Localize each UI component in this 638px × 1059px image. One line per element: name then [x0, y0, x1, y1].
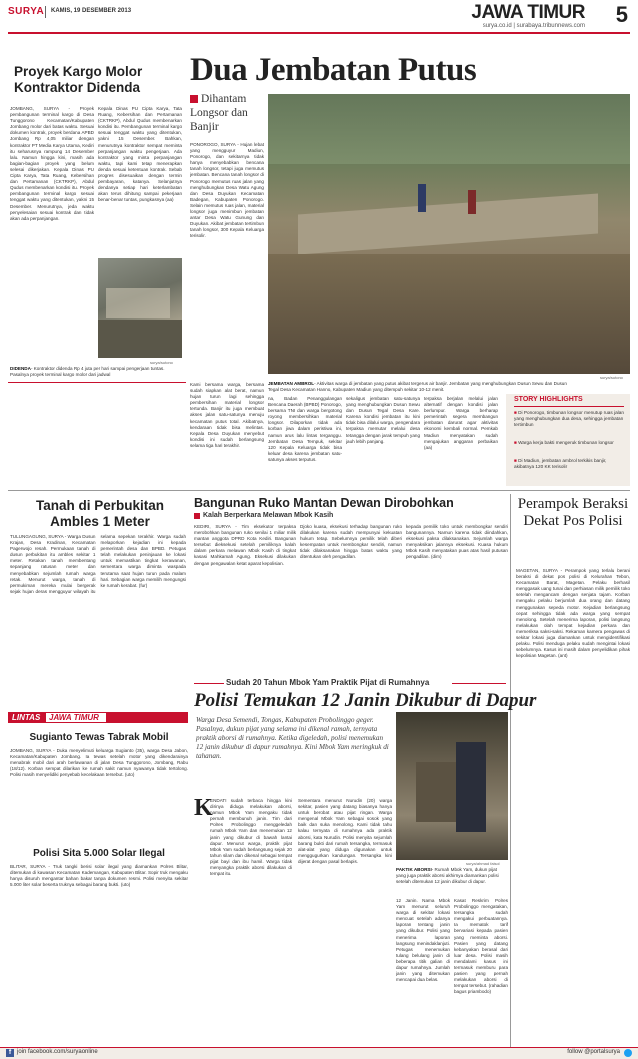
- highlight-item-1: [514, 410, 626, 429]
- highlight-item-1-text: Di Ponorogo, timbunan longsor menutup ruas jalan yang menghubungkan dua desa, sehingga jembatan tertimbun: [514, 410, 624, 428]
- dapur-photo-caption-text: - Rumah Mbok Yam, dukun pijat yang juga praktik aborsi akhirnya diamankan polisi setelah ditemukan 12 janin dikubur di dapur.: [396, 867, 499, 884]
- main-lead: PONOROGO, SURYA - Hujan lebat yang mengguyur Madiun, Ponorogo, dan sekitarnya tidak hanya menyebabkan bencana tanah longsor, tetapi juga memutus jembatan. Bencana tanah longsor di Ponorogo memutus ruas jalan yang menghubungkan Desa Watu Agung dan Desa Duyukan Kecamatan Badegan, Kabupaten Ponorogo. Selain memutus ruas jalan, material longsor juga menimbun jembatan antar Desa Watu Gunung dan Duyukan. Akibat jembatan tertimbun tanah longsor, 300 Kepala Keluarga terisolir.: [190, 142, 264, 239]
- dapur-headline: Polisi Temukan 12 Janin Dikubur di Dapur: [194, 690, 537, 711]
- section-title: JAWA TIMUR: [471, 2, 585, 23]
- facebook-icon: f: [6, 1049, 14, 1057]
- footer-right[interactable]: follow @portalsurya: [567, 1049, 620, 1055]
- highlight-item-2: [514, 440, 626, 446]
- main-headline: Dua Jembatan Putus: [190, 52, 477, 88]
- main-kicker: Dihantam Longsor dan Banjir: [190, 93, 248, 133]
- story4-text: BLITAR, SURYA - Truk tangki berisi solar ilegal yang diamankan Polres Blitar, ditemukan di kawasan Kecamatan Kademangan, Kabupaten Blitar. Sopir truk mengaku hanya disuruh mengantar bahan bakar tanpa dokumen resmi. Polisi menyita sekitar 5.000 liter solar beserta truknya sebagai barang bukti. (uto): [10, 864, 188, 888]
- dapur-kicker-rule-left: [194, 683, 224, 684]
- highlight-item-3: [514, 458, 626, 470]
- ruko-col3: kepada pemilik toko untuk membongkar sendiri bangunannya. Namun karena tidak diindahkan, eksekusi paksa dilaksanakan. Sejumlah warga menyaksikan jalannya eksekusi. Kuasa hukum Mbok Kasih menyatakan puas atas hasil putusan pengadilan. (dim): [406, 524, 508, 560]
- dapur-photo-caption-label: PAKTIK ABORSI: [396, 867, 432, 872]
- lintas-label: LINTAS: [12, 713, 41, 722]
- dapur-col1: ENDATI sudah terbaca hingga kini dirinya diduga melakukan aborsi, namun Mbok Yam mengaku tidak pernah membunuh janin. Tim dari Polres Probolinggo menggeledah rumah Mbok Yam dan menemukan 12 janin yang dikubur di bawah lantai dapur. Menurut warga, praktik pijat Mbok Yam sudah berlangsung sejak 20 tahun silam dan dikenal sebagai tempat pijat bayi dan ibu hamil. Warga tidak menyangka praktik aborsi dilakukan di tempat itu.: [210, 798, 292, 877]
- ruko-kicker-square: [194, 513, 200, 519]
- ruko-headline: Bangunan Ruko Mantan Dewan Dirobohkan: [194, 496, 454, 510]
- ruko-col2: Djoko kuasa, eksekusi terhadap bangunan ruko dilakukan karena sudah mempunyai kekuatan hukum tetap. Sebelumnya pemilik telah diberi kesempatan untuk membongkar sendiri, namun tidak dilaksanakan hingga batas waktu yang ditentukan oleh pengadilan.: [300, 524, 402, 560]
- perampok-text: MAGETAN, SURYA - Perampok yang terlalu berani beraksi di dekat pos polisi di Kelurahan Tebon, Kecamatan Barat, Magetan. Pelaku berhasil menggasak uang tunai dan perhiasan milik pemilik toko setelah mengancam dengan senjata tajam. Korban mengaku pelaku berjumlah dua orang dan datang menggunakan sepeda motor. Kejadian berlangsung cepat sehingga tidak ada warga yang sempat menolong. Setelah menerima laporan, polisi langsung melakukan olah tempat kejadian perkara dan memeriksa saksi-saksi. Rekaman kamera pengawas di sekitar lokasi juga diamankan untuk mengidentifikasi pelaku. Polisi menduga pelaku sudah mengintai lokasi sebelumnya. Kasus ini masih dalam penyelidikan pihak kepolisian Magetan. (ant): [516, 568, 630, 659]
- story1-photo: [98, 258, 182, 358]
- dapur-dropcap: K: [194, 795, 213, 821]
- main-photo-credit: surya/sutono: [600, 375, 623, 380]
- section-site: surya.co.id | surabaya.tribunnews.com: [482, 23, 585, 29]
- main-photo: [268, 94, 630, 374]
- dapur-photo: [396, 712, 508, 860]
- header-logo: SURYA: [8, 6, 45, 17]
- header-date: KAMIS, 19 DESEMBER 2013: [51, 8, 132, 14]
- highlights-rule: [514, 406, 624, 407]
- dapur-col4: Kasat Reskrim Polres Probolinggo mengatakan, tersangka sudah mengakui perbuatannya. Ia mematok tarif bervariasi kepada pasien yang meminta aborsi. Pasien yang datang kebanyakan berasal dari luar desa. Polisi masih mendalami kasus ini termasuk memburu para pasien yang pernah melakukan aborsi di tempat tersebut. (rahadian bagus priambodo): [454, 898, 508, 995]
- bullet-icon: ■: [514, 410, 519, 415]
- story1-headline: Proyek Kargo Molor Kontraktor Didenda: [14, 64, 143, 95]
- story2-text: TULUNGAGUNG, SURYA - Warga Dusun Krajan, Desa Kradinan, Kecamatan Pagerwojo resah. Permukaan tanah di dusun perbukitan itu ambles sekitar 1 meter. Retakan tanah membentang sepanjang ratusan meter dan menyebabkan sejumlah rumah warga retak. Menurut warga, tanah di permukiman mereka mulai bergerak sejak hujan deras mengguyur wilayah itu selama sepekan terakhir. Warga sudah melaporkan kejadian ini kepada pemerintah desa dan BPBD. Petugas telah melakukan peninjauan ke lokasi untuk memastikan tingkat kerawanan, sementara warga diminta waspada terutama saat hujan turun pada malam hari. Sebagian warga memilih mengungsi ke rumah kerabat. (fur): [10, 534, 186, 594]
- header-logo-divider: [45, 6, 46, 18]
- main-photo-caption: [268, 381, 568, 393]
- story1-caption-label: DIDENDA: [10, 366, 31, 371]
- highlight-item-2-text: Warga kerja bakti mengeruk timbunan longsor: [518, 440, 614, 445]
- main-col-a: Kami bersama warga, bersama sudah siapkan alat berat, namun hujan turun lagi sehingga pembersihan material longsor tertunda. Banjir itu juga membuat akses jalan satu-satunya menuju kecamatan putus total. Akibatnya, kendaraan tidak bisa melintas. Kepala Desa Duyukan menyebut kondisi ini sudah berlangsung selama tiga hari terakhir.: [190, 382, 264, 448]
- bullet-icon: ■: [514, 458, 519, 463]
- lintas-label2: JAWA TIMUR: [49, 713, 99, 722]
- twitter-icon: [624, 1049, 632, 1057]
- ruko-rule: [510, 494, 511, 1049]
- highlights-box: [506, 394, 630, 486]
- dapur-teaser: Warga Desa Semendi, Tongas, Kabupaten Probolinggo geger. Pasalnya, dukun pijat yang selama ini dikenal ramah, ternyata praktik aborsi di rumahnya. Ketika digeledah, polisi menemukan 12 janin dikubur di dapur rumahnya. Kini Mbok Yam meringkuk di tahanan.: [196, 716, 389, 760]
- main-photo-caption-label: JEMBATAN AMBROL: [268, 381, 315, 386]
- highlight-item-3-text: Di Madiun, jembatan ambrol terkikis banjir, akibatnya 120 KK terisolir: [514, 458, 607, 470]
- story1-caption-text: - Kontraktor didenda Rp 4 juta per hari sampai pengerjaan tuntas. Pasalnya proyek terminal kargo molor dari jadwal: [10, 366, 165, 377]
- story1-photo-credit: surya/sutono: [150, 360, 173, 365]
- page-number: 5: [615, 2, 628, 27]
- story2-headline: Tanah di Perbukitan Ambles 1 Meter: [35, 498, 165, 529]
- ruko-kicker: Kalah Berperkara Melawan Mbok Kasih: [203, 512, 334, 519]
- main-col-b: na, Badan Penanggulangan Bencana Daerah (BPBD) Ponorogo, bersama TNI dan warga bergotong royong membersihkan material longsor. Dilaporkan tidak ada korban jiwa dalam peristiwa ini, namun arus lalu lintas terganggu. Jembatan Desa Tempuk, sekitar 120 Kepala Keluarga tidak bisa keluar desa karena jembatan satu-satunya akses terputus.: [268, 396, 342, 462]
- dapur-kicker: Sudah 20 Tahun Mbok Yam Praktik Pijat di Rumahnya: [226, 678, 430, 687]
- story1-rule: [8, 382, 186, 383]
- story1-caption: [10, 366, 182, 378]
- section-rule-1: [8, 490, 630, 491]
- main-photo-caption-text: - Aktivitas warga di jembatan yang putus akibat tergerus air banjir. Jembatan yang menghubungkan Dusun Sewu dan Dusun Tegal Desa Kecamatan Hanno, Kabupaten Madiun yang ditempuh sekitar 10-12 menit.: [268, 381, 567, 392]
- story3-text: JOMBANG, SURYA - Duka menyelimuti keluarga Sugianto (35), warga Desa Jabon, Kecamatan/Kabupaten Jombang. Ia tewas setelah motor yang dikendarainya menabrak mobil dari arah berlawanan di jalan Desa Tunggorono, Jombang, Rabu (18/12). Korban sempat dilarikan ke rumah sakit namun nyawanya tidak tertolong. Polisi masih menyelidiki penyebab kecelakaan tersebut. (uto): [10, 748, 188, 778]
- ruko-col1: KEDIRI, SURYA - Tim eksekutor terpaksa merobohkan bangunan ruko senilai 1 miliar milik mantan anggota DPRD Kota Kediri. Bangunan tersebut dieksekusi setelah pemiliknya kalah dalam perkara melawan Mbok Kasih di tingkat kasasi Mahkamah Agung. Eksekusi dilakukan dengan pengawalan ketat aparat kepolisian.: [194, 524, 296, 566]
- dapur-kicker-rule-right: [452, 683, 506, 684]
- story1-col1: JOMBANG, SURYA - Proyek pembangunan terminal kargo di Desa Tunggorono Kecamatan/Kabupaten Jombang molor dari batas waktu. Sesuai dokumen kontrak, proyek berdana APBD Jombang Rp 4,05 miliar dengan kontraktor PT Media Karya Utama, Kediri itu seharusnya rampung 14 Desember lalu. Namun hingga kini, masih ada bagian-bagian proyek yang belum selesai dikerjakan. Kepala Dinas PU Cipta Karya, Tata Ruang, Kebersihan dan Pertamanan (CKTRKP), Abdul Qudus membenarkan kondisi itu. Proyek pembangunan terminal kargo sesuai tenggat waktu yang ditentukan, yakni 15 Desember. Menurutnya, jeda waktu penyelesaian sesuai kontrak dan tidak akan ada perpanjangan.: [10, 106, 94, 221]
- story4-headline: Polisi Sita 5.000 Solar Ilegal: [33, 848, 165, 859]
- dapur-col3: 12 Janin. Nama Mbok Yam menurut seluruh warga di sekitar lokasi mencuat setelah adanya laporan tentang janin yang dikubur. Polisi yang menerima laporan langsung menindaklanjuti. Petugas menemukan tulang belulang janin di beberapa titik galian di dapur rumahnya. Jumlah janin yang ditemukan mencapai dua belas.: [396, 898, 450, 983]
- story1-col2: Kepala Dinas PU Cipta Karya, Tata Ruang, Kebersihan dan Pertamanan (CKTRKP), Abdul Qudus membenarkan kondisi itu. Pembangunan terminal kargo sesuai tenggat waktu yang ditentukan, yakni 15 Desember. Bahkan, menurutnya kontraktor sempat meminta perpanjangan waktu pengerjaan. Ada kontraktor yang minta perpanjangan waktu, tapi kami tetap menerapkan denda sesuai ketentuan kontrak. Sebab progres disesuaikan dengan termin pembayaran, katanya. Selanjutnya dendanya setiap hari keterlambatan akan terus dihitung sampai pekerjaan benar-benar tuntas, pungkasnya (aa): [98, 106, 182, 203]
- dapur-photo-credit: surya/ahmad faisol: [466, 861, 500, 866]
- perampok-headline: Perampok Beraksi Dekat Pos Polisi: [517, 496, 629, 529]
- highlights-title: STORY HIGHLIGHTS: [514, 396, 583, 403]
- story3-headline: Sugianto Tewas Tabrak Mobil: [29, 732, 169, 743]
- dapur-photo-caption: [396, 867, 508, 885]
- main-col-c: sekaligus jembatan satu-satunya yang menghubungkan Dusun Sewu dan Dusun Tegal Desa Kare. Karena kondisi jembatan itu kini tidak bisa dilalui warga, pengendara terpaksa memutar melalui desa tetangga dengan jarak tempuh yang jauh lebih panjang.: [346, 396, 420, 444]
- bullet-icon: ■: [514, 440, 519, 445]
- footer-left[interactable]: join facebook.com/suryaonline: [17, 1049, 98, 1055]
- header-rule: [8, 32, 630, 34]
- dapur-col2: Sementara menurut Nurudin (20) warga sekitar, pasien yang datang biasanya hanya untuk berobat atau pijat ringan. Warga mengenal Mbok Yam sebagai sosok yang baik dan suka menolong. Kami tidak tahu kalau ternyata di rumahnya ada praktik aborsi, kata Nurudin. Polisi menyita sejumlah barang bukti dari rumah tersangka, termasuk alat-alat yang diduga digunakan untuk menggugurkan kandungan. Tersangka kini dijerat dengan pasal berlapis.: [298, 798, 392, 864]
- main-col-d: terpaksa berjalan melalui jalan alternatif dengan kondisi jalan berlumpur. Warga berharap pemerintah segera membangun jembatan darurat agar aktivitas ekonomi kembali normal. Pemkab Madiun menyatakan sudah mengajukan anggaran perbaikan (aa): [424, 396, 498, 450]
